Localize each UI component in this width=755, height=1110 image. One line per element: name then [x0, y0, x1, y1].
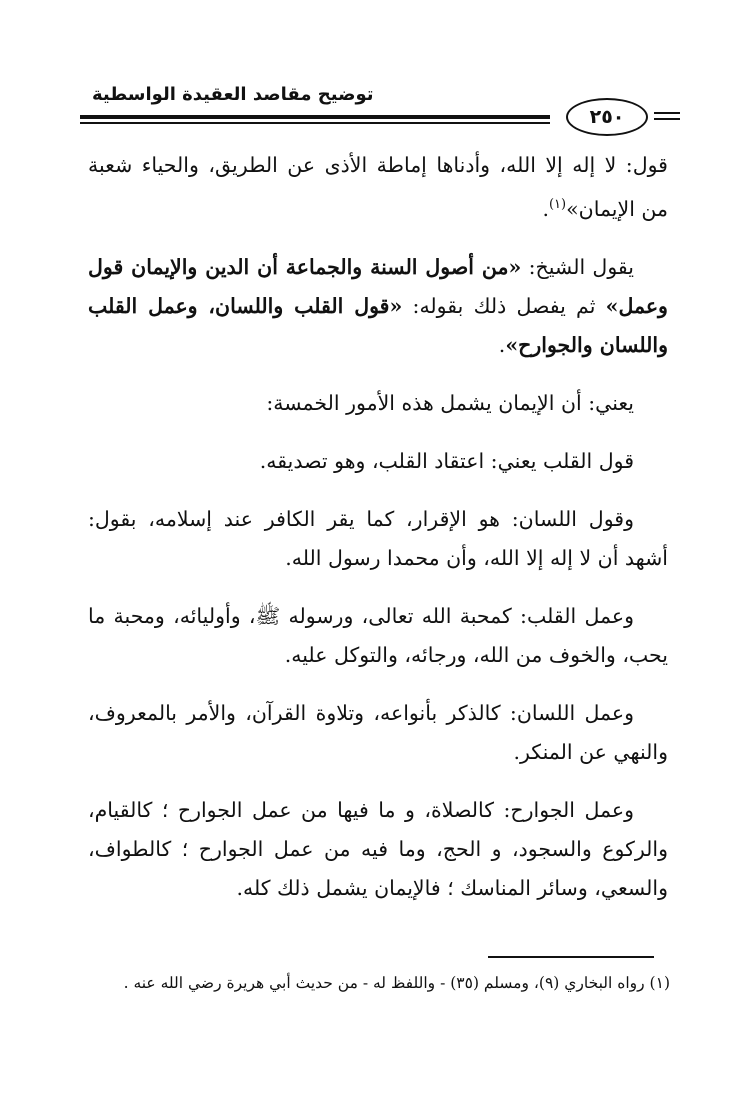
header-rule [80, 122, 550, 124]
page-number: ٢٥٠ [566, 98, 648, 136]
footnote-separator [488, 956, 654, 958]
running-header [80, 76, 680, 136]
paragraph: وقول اللسان: هو الإقرار، كما يقر الكافر عند إسلامه، بقول: أشهد أن لا إله إلا الله، وأن محمدا رسول الله. [88, 506, 668, 570]
paragraph: وعمل الجوارح: كالصلاة، و ما فيها من عمل الجوارح ؛ كالقيام، والركوع والسجود، و الحج، وما فيه من عمل الجوارح ؛ كالطواف، والسعي، وسائر المناسك ؛ فالإيمان يشمل ذلك كله. [88, 797, 668, 900]
paragraph: وعمل اللسان: كالذكر بأنواعه، وتلاوة القرآن، والأمر بالمعروف، والنهي عن المنكر. [88, 700, 668, 764]
quote: «من أصول السنة والجماعة أن الدين والإيمان قول وعمل» [88, 254, 668, 318]
paragraph: يقول الشيخ: «من أصول السنة والجماعة أن الدين والإيمان قول وعمل» ثم يفصل ذلك بقوله: «قول القلب واللسان، وعمل القلب واللسان والجوارح». [88, 254, 668, 357]
main-text [88, 146, 668, 927]
header-rule [654, 118, 680, 120]
paragraph: يعني: أن الإيمان يشمل هذه الأمور الخمسة: [266, 390, 634, 415]
book-title: توضيح مقاصد العقيدة الواسطية [92, 84, 374, 105]
quote: «قول القلب واللسان، وعمل القلب واللسان والجوارح» [88, 293, 668, 357]
header-rule [654, 112, 680, 114]
header-rule [80, 115, 550, 119]
footnote-marker: (١) [548, 197, 567, 212]
footnote: (١) رواه البخاري (٩)، ومسلم (٣٥) - واللفظ له - من حديث أبي هريرة رضي الله عنه . [123, 974, 670, 992]
paragraph: قول: لا إله إلا الله، وأدناها إماطة الأذى عن الطريق، والحياء شعبة من الإيمان»$^{(١)}$. [88, 153, 668, 221]
paragraph: قول القلب يعني: اعتقاد القلب، وهو تصديقه. [259, 448, 634, 473]
paragraph: وعمل القلب: كمحبة الله تعالى، ورسوله ﷺ، وأوليائه، ومحبة ما يحب، والخوف من الله، ورجائه، والتوكل عليه. [88, 603, 668, 667]
